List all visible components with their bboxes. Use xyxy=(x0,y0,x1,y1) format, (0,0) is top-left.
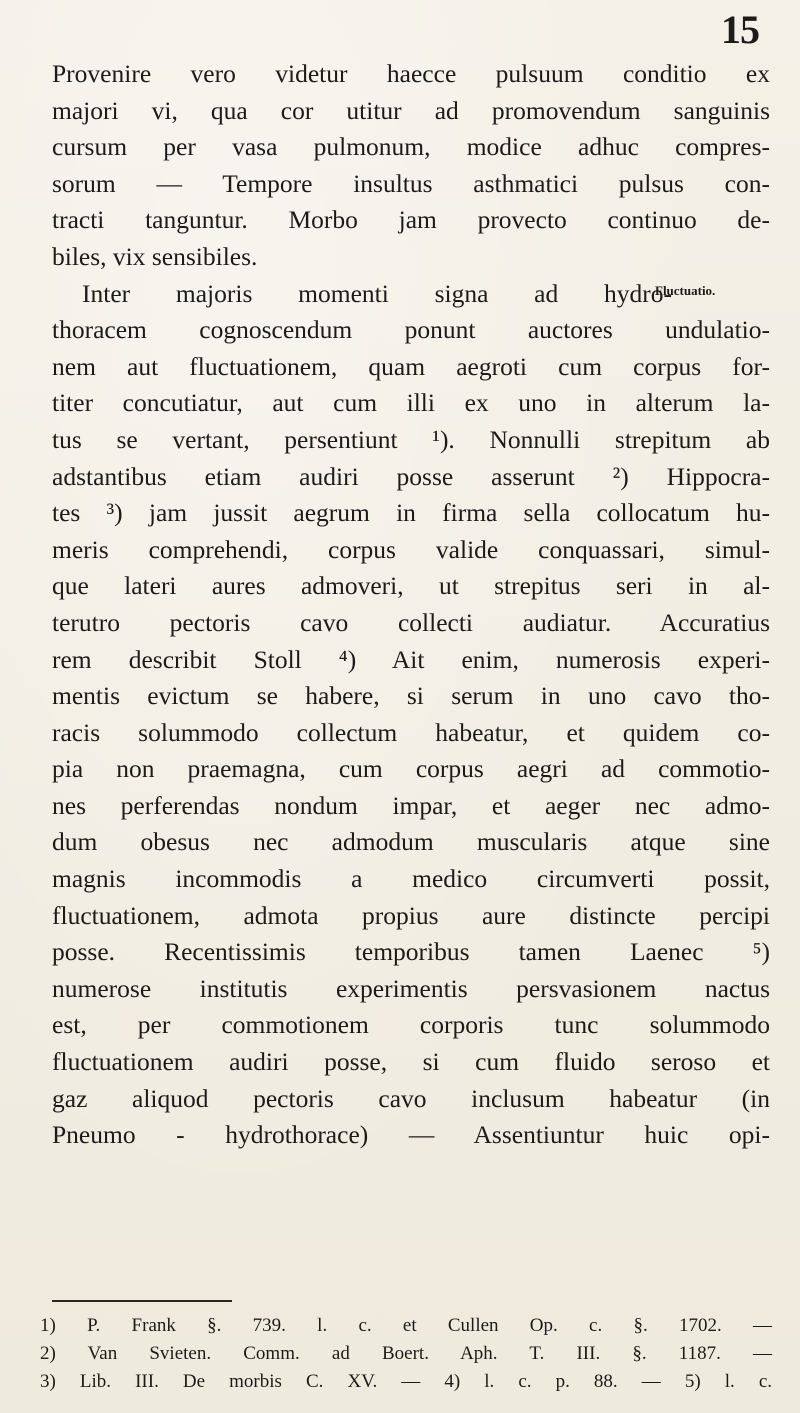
text-line: nem aut fluctuationem, quam aegroti cum corpus for- xyxy=(52,351,770,381)
text-line: sorum — Tempore insultus asthmatici pulsus con- xyxy=(52,168,770,198)
text-line: tus se vertant, persentiunt ¹). Nonnulli strepitum ab xyxy=(52,424,770,454)
text-line: tes ³) jam jussit aegrum in firma sella collocatum hu- xyxy=(52,498,770,528)
text-line: biles, vix sensibiles. xyxy=(52,241,258,271)
footnote: 3) Lib. III. De morbis C. XV. — 4) l. c. p. 88. — 5) l. c. xyxy=(40,1371,772,1392)
text-line: Pneumo - hydrothorace) — Assentiuntur huic opi- xyxy=(52,1120,770,1150)
text-line: dum obesus nec admodum muscularis atque sine xyxy=(52,827,770,857)
text-line: majori vi, qua cor utitur ad promovendum sanguinis xyxy=(52,95,770,125)
footnote-divider xyxy=(52,1300,232,1302)
text-line: terutro pectoris cavo collecti audiatur. Accuratius xyxy=(52,607,770,637)
text-line: mentis evictum se habere, si serum in uno cavo tho- xyxy=(52,681,770,711)
text-line: magnis incommodis a medico circumverti possit, xyxy=(52,864,770,894)
page-number: 15 xyxy=(721,7,759,52)
text-line: tracti tanguntur. Morbo jam provecto continuo de- xyxy=(52,205,770,235)
text-line: rem describit Stoll ⁴) Ait enim, numerosis experi- xyxy=(52,644,770,674)
text-line: Inter majoris momenti signa ad hydro- xyxy=(82,278,672,308)
text-line: Provenire vero videtur haecce pulsuum conditio ex xyxy=(52,59,770,88)
text-line: gaz aliquod pectoris cavo inclusum habeatur (in xyxy=(52,1083,770,1113)
text-line: numerose institutis experimentis persvasionem nactus xyxy=(52,973,770,1003)
text-line: que lateri aures admoveri, ut strepitus seri in al- xyxy=(52,571,770,601)
text-line: meris comprehendi, corpus valide conquassari, simul- xyxy=(52,534,770,564)
text-line-with-margin-note xyxy=(52,276,770,313)
text-line: adstantibus etiam audiri posse asserunt ²) Hippocra- xyxy=(52,461,770,491)
text-line: fluctuationem audiri posse, si cum fluido seroso et xyxy=(52,1047,770,1077)
text-line: cursum per vasa pulmonum, modice adhuc compres- xyxy=(52,132,770,162)
footnote: 1) P. Frank §. 739. l. c. et Cullen Op. c. §. 1702. — xyxy=(40,1315,772,1336)
margin-note: Fluctuatio. xyxy=(655,282,716,298)
footnotes xyxy=(40,1312,772,1396)
text-line: titer concutiatur, aut cum illi ex uno in alterum la- xyxy=(52,388,770,418)
text-line: fluctuationem, admota propius aure distincte percipi xyxy=(52,900,770,930)
text-line: pia non praemagna, cum corpus aegri ad commotio- xyxy=(52,754,770,784)
text-line: est, per commotionem corporis tunc solummodo xyxy=(52,1010,770,1040)
text-line: thoracem cognoscendum ponunt auctores undulatio- xyxy=(52,315,770,345)
text-line: racis solummodo collectum habeatur, et quidem co- xyxy=(52,717,770,747)
text-line: posse. Recentissimis temporibus tamen Laenec ⁵) xyxy=(52,937,770,967)
text-line: nes perferendas nondum impar, et aeger nec admo- xyxy=(52,790,770,820)
footnote: 2) Van Svieten. Comm. ad Boert. Aph. T. III. §. 1187. — xyxy=(40,1343,772,1364)
body-text xyxy=(52,56,770,1154)
